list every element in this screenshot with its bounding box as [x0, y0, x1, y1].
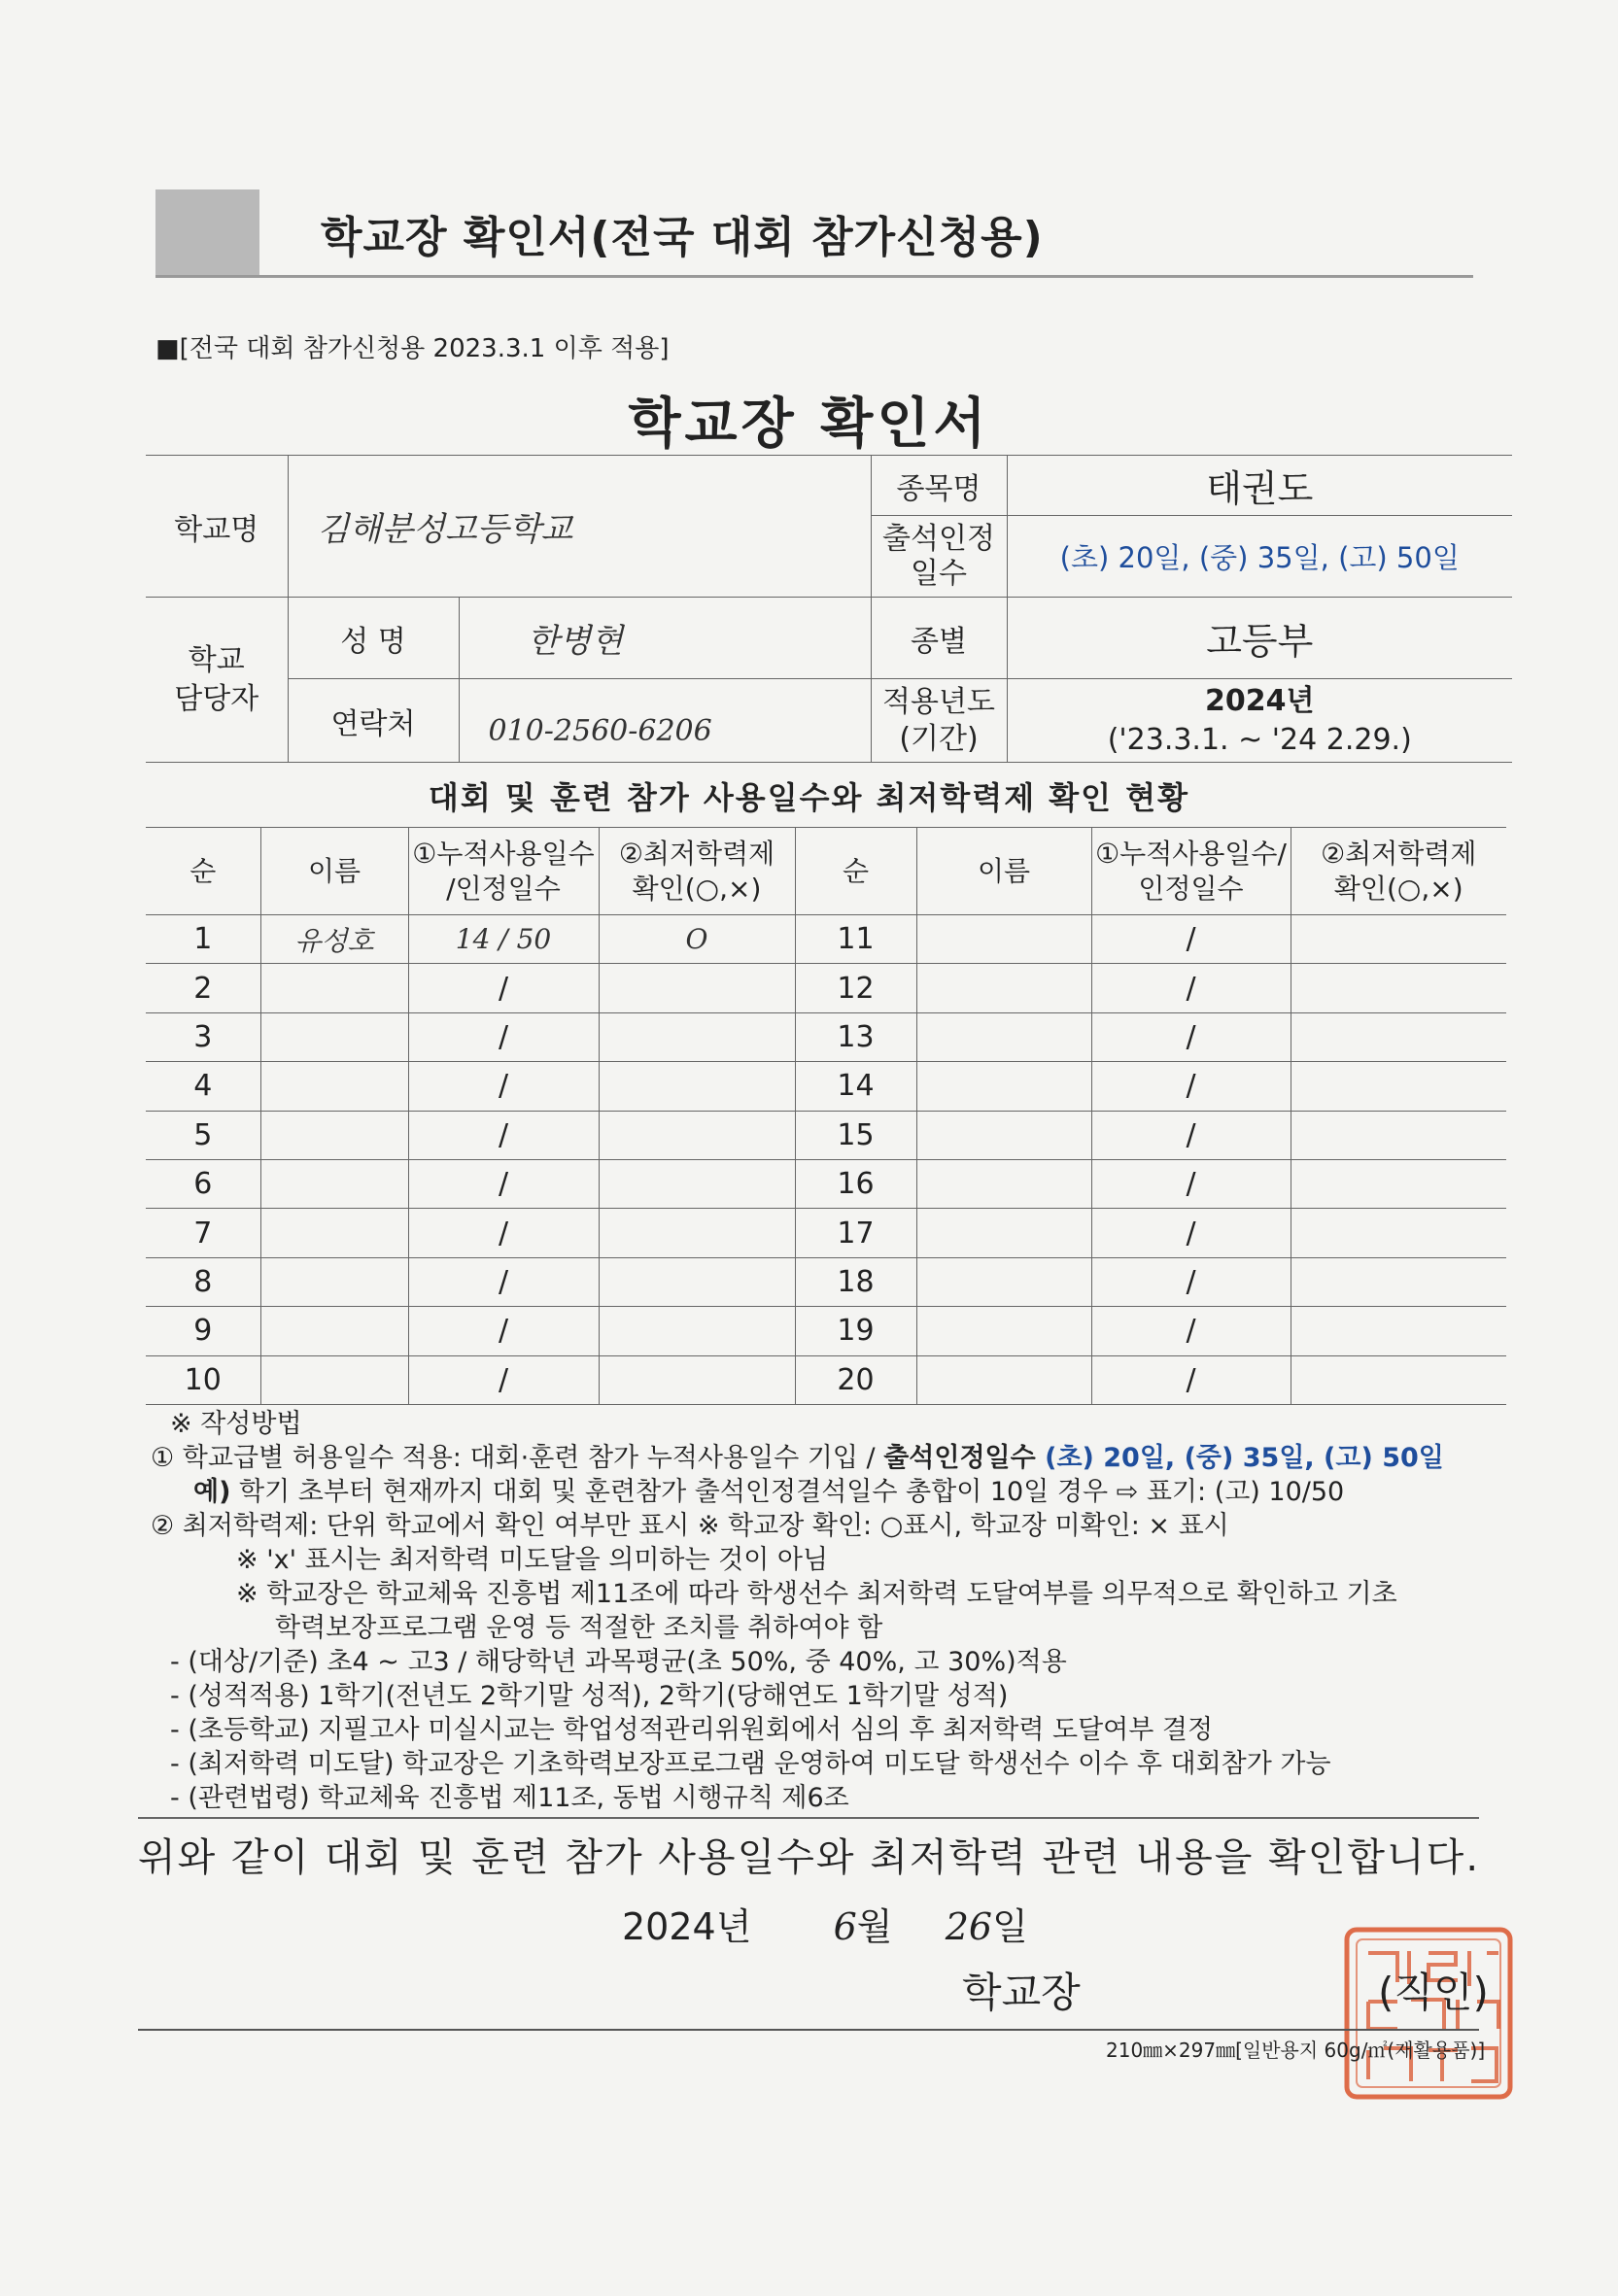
paper-spec-note: 210㎜×297㎜[일반용지 60g/㎡(재활용품)] [1106, 2039, 1486, 2062]
phone-label: 연락처 [288, 679, 459, 763]
row-left-no: 5 [146, 1111, 260, 1159]
row-right-no: 18 [795, 1257, 916, 1306]
row-right-check [1291, 1111, 1506, 1159]
row-right-name [916, 1012, 1091, 1061]
row-right-no: 14 [795, 1062, 916, 1111]
row-right-name [916, 1209, 1091, 1257]
row-left-no: 4 [146, 1062, 260, 1111]
header-name-right: 이름 [916, 828, 1091, 915]
note-2-sub2a: ※ 학교장은 학교체육 진흥법 제11조에 따라 학생선수 최저학력 도달여부를 의무적으로 확인하고 기초 [236, 1579, 1397, 1609]
notes-heading: ※ 작성방법 [170, 1409, 302, 1439]
row-right-days: / [1091, 1111, 1291, 1159]
school-name-value: 김해분성고등학교 [288, 456, 871, 598]
row-left-name [260, 964, 408, 1012]
row-left-no: 10 [146, 1355, 260, 1404]
row-left-days: / [408, 1062, 599, 1111]
title-decor-block [155, 189, 259, 275]
header-check-right-line1: ②최저학력제 [1321, 837, 1477, 870]
row-left-days: / [408, 964, 599, 1012]
roster-section-title: 대회 및 훈련 참가 사용일수와 최저학력제 확인 현황 [428, 779, 1190, 816]
row-left-days: 14 / 50 [408, 915, 599, 964]
row-left-name: 유성호 [260, 915, 408, 964]
header-days-right-line2: 인정일수 [1138, 872, 1244, 905]
row-right-days: / [1091, 1062, 1291, 1111]
row-right-name [916, 1307, 1091, 1355]
contact-person-label [146, 598, 288, 763]
table-row [146, 1355, 1506, 1404]
row-left-days: / [408, 1012, 599, 1061]
row-right-no: 13 [795, 1012, 916, 1061]
header-days-right [1091, 828, 1291, 915]
note-1-bold: 출석인정일수 [883, 1443, 1046, 1473]
row-right-name [916, 1257, 1091, 1306]
header-days-right-line1: ①누적사용일수/ [1095, 837, 1287, 870]
name-value: 한병현 [459, 598, 871, 679]
row-right-check [1291, 964, 1506, 1012]
table-row [146, 1159, 1506, 1208]
detail-4: - (최저학력 미도달) 학교장은 기초학력보장프로그램 운영하여 미도달 학생선수 이수 후 대회참가 가능 [170, 1749, 1331, 1779]
header-check-right [1291, 828, 1506, 915]
instructions [151, 1407, 1511, 1815]
row-right-check [1291, 1159, 1506, 1208]
row-left-days: / [408, 1111, 599, 1159]
row-right-check [1291, 1062, 1506, 1111]
apply-year-label [871, 679, 1007, 763]
school-name-label: 학교명 [146, 456, 288, 598]
table-row [146, 1257, 1506, 1306]
row-left-check [599, 1012, 795, 1061]
row-right-days: / [1091, 1209, 1291, 1257]
attendance-label-line1: 출석인정 [882, 521, 995, 556]
row-right-days: / [1091, 915, 1291, 964]
note-2-sub2b: 학력보장프로그램 운영 등 적절한 조치를 취하여야 함 [275, 1613, 883, 1643]
event-label: 종목명 [871, 456, 1007, 516]
row-left-no: 8 [146, 1257, 260, 1306]
note-2: ② 최저학력제: 단위 학교에서 확인 여부만 표시 ※ 학교장 확인: ○표시, 학교장 미확인: × 표시 [151, 1511, 1229, 1541]
row-left-no: 9 [146, 1307, 260, 1355]
table-row [146, 1111, 1506, 1159]
table-row [146, 1012, 1506, 1061]
row-left-check [599, 1159, 795, 1208]
row-right-days: / [1091, 1355, 1291, 1404]
row-left-check [599, 1062, 795, 1111]
note-1-text: ① 학교급별 허용일수 적용: 대회·훈련 참가 누적사용일수 기입 / [151, 1443, 884, 1473]
document-header-title: 학교장 확인서(전국 대회 참가신청용) [321, 213, 1044, 262]
signing-date [622, 1897, 1028, 1950]
row-left-days: / [408, 1209, 599, 1257]
row-left-check [599, 1307, 795, 1355]
row-right-name [916, 1062, 1091, 1111]
school-info-table [146, 455, 1512, 763]
footer-rule [138, 2029, 1479, 2031]
table-row [146, 1307, 1506, 1355]
roster-table [146, 827, 1506, 1405]
row-left-days: / [408, 1159, 599, 1208]
division-value: 고등부 [1007, 598, 1512, 679]
apply-year-value [1007, 679, 1512, 763]
seal-label: (직인) [1378, 1969, 1489, 2016]
row-right-days: / [1091, 1307, 1291, 1355]
row-right-check [1291, 1257, 1506, 1306]
detail-3: - (초등학교) 지필고사 미실시교는 학업성적관리위원회에서 심의 후 최저학력 도달여부 결정 [170, 1715, 1214, 1745]
row-right-name [916, 964, 1091, 1012]
row-right-name [916, 1159, 1091, 1208]
row-left-name [260, 1355, 408, 1404]
row-left-name [260, 1159, 408, 1208]
row-right-name [916, 915, 1091, 964]
date-day: 26 [945, 1905, 993, 1948]
name-label: 성 명 [288, 598, 459, 679]
header-days [408, 828, 599, 915]
notes-divider [138, 1817, 1479, 1819]
row-left-name [260, 1307, 408, 1355]
detail-5: - (관련법령) 학교체육 진흥법 제11조, 동법 시행규칙 제6조 [170, 1783, 849, 1813]
row-right-days: / [1091, 1012, 1291, 1061]
note-2-sub1: ※ 'x' 표시는 최저학력 미도달을 의미하는 것이 아님 [236, 1545, 829, 1575]
note-1-example-label: 예) [193, 1477, 231, 1507]
row-right-days: / [1091, 964, 1291, 1012]
header-check-line2: 확인(○,×) [632, 872, 762, 905]
table-row [146, 1209, 1506, 1257]
row-right-name [916, 1355, 1091, 1404]
header-check-line1: ②최저학력제 [618, 837, 775, 870]
header-name: 이름 [260, 828, 408, 915]
table-row [146, 915, 1506, 964]
header-no-right: 순 [795, 828, 916, 915]
row-right-name [916, 1111, 1091, 1159]
event-value: 태권도 [1007, 456, 1512, 516]
row-left-check [599, 1209, 795, 1257]
row-left-no: 6 [146, 1159, 260, 1208]
row-left-check [599, 964, 795, 1012]
row-right-days: / [1091, 1159, 1291, 1208]
header-rule [155, 275, 1473, 278]
row-left-name [260, 1209, 408, 1257]
note-1-example-text: 학기 초부터 현재까지 대회 및 훈련참가 출석인정결석일수 총합이 10일 경우 ⇨ 표기: (고) 10/50 [230, 1477, 1345, 1507]
header-check [599, 828, 795, 915]
row-left-check [599, 1355, 795, 1404]
row-right-check [1291, 1012, 1506, 1061]
attendance-days-value: (초) 20일, (중) 35일, (고) 50일 [1007, 516, 1512, 598]
row-right-no: 12 [795, 964, 916, 1012]
year-value-line2: ('23.3.1. ~ '24 2.29.) [1107, 722, 1412, 757]
year-label-line1: 적용년도 [882, 684, 995, 719]
note-1-days: (초) 20일, (중) 35일, (고) 50일 [1045, 1443, 1444, 1473]
header-check-right-line2: 확인(○,×) [1333, 872, 1463, 905]
row-left-no: 1 [146, 915, 260, 964]
form-title: 학교장 확인서 [628, 393, 990, 456]
header-no: 순 [146, 828, 260, 915]
row-left-check: O [599, 915, 795, 964]
row-left-days: / [408, 1307, 599, 1355]
detail-1: - (대상/기준) 초4 ~ 고3 / 해당학년 과목평균(초 50%, 중 40%, 고 30%)적용 [170, 1647, 1067, 1677]
row-right-no: 15 [795, 1111, 916, 1159]
date-year: 2024년 [622, 1905, 752, 1948]
row-left-name [260, 1062, 408, 1111]
row-left-name [260, 1257, 408, 1306]
contact-label-line1: 학교 [188, 642, 245, 677]
row-left-no: 3 [146, 1012, 260, 1061]
header-days-line2: /인정일수 [446, 872, 561, 905]
row-right-no: 11 [795, 915, 916, 964]
table-row [146, 964, 1506, 1012]
detail-2: - (성적적용) 1학기(전년도 2학기말 성적), 2학기(당해연도 1학기말 성적) [170, 1681, 1009, 1711]
form-version-note: ■[전국 대회 참가신청용 2023.3.1 이후 적용] [155, 334, 670, 363]
principal-label: 학교장 [962, 1969, 1081, 2016]
row-right-check [1291, 915, 1506, 964]
row-right-no: 16 [795, 1159, 916, 1208]
year-label-line2: (기간) [899, 721, 979, 756]
date-month: 6 [833, 1905, 857, 1948]
row-left-days: / [408, 1355, 599, 1404]
header-days-line1: ①누적사용일수 [412, 837, 595, 870]
row-left-no: 2 [146, 964, 260, 1012]
note-1 [151, 1441, 1511, 1475]
row-left-check [599, 1111, 795, 1159]
note-1-example [151, 1475, 1511, 1509]
row-right-check [1291, 1355, 1506, 1404]
row-right-no: 20 [795, 1355, 916, 1404]
row-left-name [260, 1111, 408, 1159]
row-left-name [260, 1012, 408, 1061]
date-month-unit: 월 [856, 1905, 893, 1948]
phone-value: 010-2560-6206 [459, 679, 871, 763]
table-row [146, 1062, 1506, 1111]
year-value-line1: 2024년 [1205, 683, 1315, 718]
division-label: 종별 [871, 598, 1007, 679]
contact-label-line2: 담당자 [174, 681, 259, 716]
row-right-check [1291, 1307, 1506, 1355]
attendance-label-line2: 일수 [911, 556, 967, 591]
row-right-days: / [1091, 1257, 1291, 1306]
row-right-no: 19 [795, 1307, 916, 1355]
attendance-days-label [871, 516, 1007, 598]
row-left-no: 7 [146, 1209, 260, 1257]
row-right-check [1291, 1209, 1506, 1257]
confirmation-statement: 위와 같이 대회 및 훈련 참가 사용일수와 최저학력 관련 내용을 확인합니다. [137, 1835, 1481, 1880]
row-left-check [599, 1257, 795, 1306]
roster-header-row [146, 828, 1506, 915]
row-left-days: / [408, 1257, 599, 1306]
date-day-unit: 일 [992, 1905, 1028, 1948]
row-right-no: 17 [795, 1209, 916, 1257]
